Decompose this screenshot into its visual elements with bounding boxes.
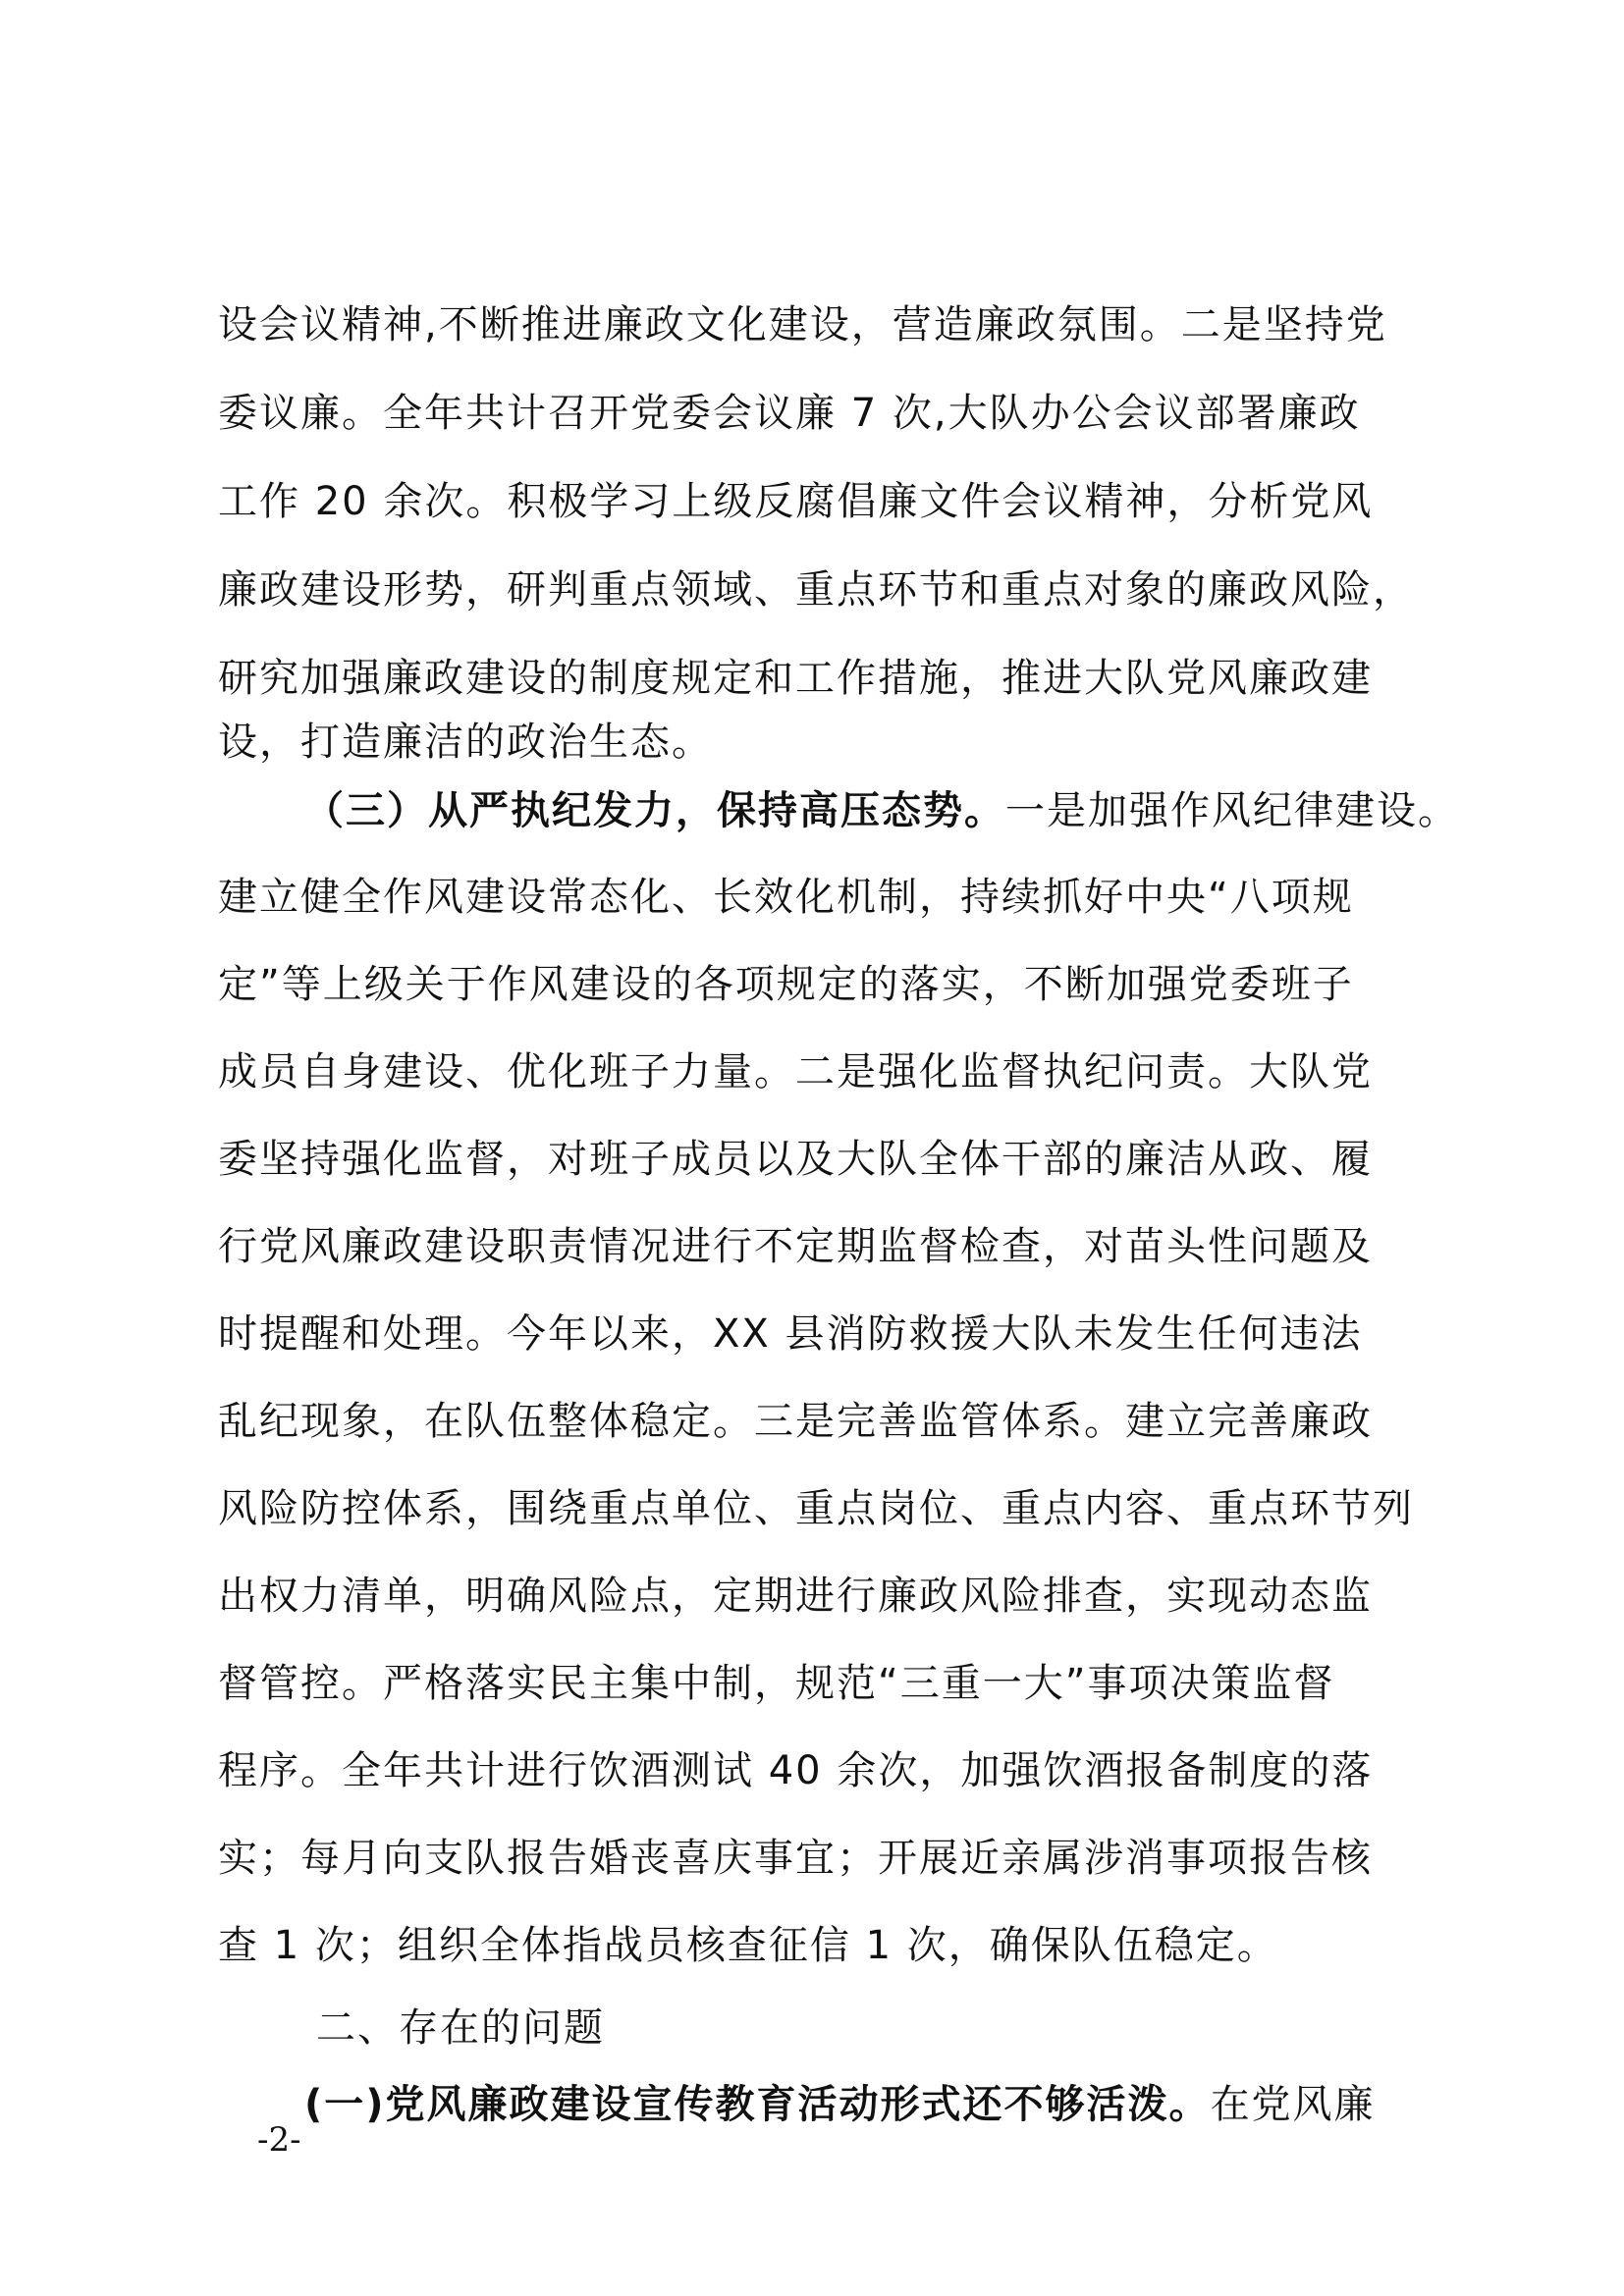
subsection-one-line (304, 2079, 1376, 2130)
subsection-one-heading: (一)党风廉政建设宣传教育活动形式还不够活泼。 (304, 2082, 1211, 2127)
paragraph-line: 程序。全年共计进行饮酒测试 40 余次，加强饮酒报备制度的落 (218, 1748, 1374, 1793)
paragraph-line: 设，打造廉洁的政治生态。 (218, 720, 713, 765)
paragraph-line: 委坚持强化监督，对班子成员以及大队全体干部的廉洁从政、履 (218, 1137, 1373, 1182)
paragraph-line: 委议廉。全年共计召开党委会议廉 7 次,大队办公会议部署廉政 (218, 391, 1361, 436)
paragraph-line: 查 1 次；组织全体指战员核查征信 1 次，确保队伍稳定。 (218, 1923, 1278, 1968)
subsection-one-rest: 在党风廉 (1210, 2082, 1376, 2127)
paragraph-line: 成员自身建设、优化班子力量。二是强化监督执纪问责。大队党 (218, 1049, 1373, 1095)
paragraph-line: 出权力清单，明确风险点，定期进行廉政风险排查，实现动态监 (218, 1574, 1373, 1619)
paragraph-line: 实；每月向支队报告婚丧喜庆事宜；开展近亲属涉消事项报告核 (218, 1836, 1373, 1881)
paragraph-line: 乱纪现象，在队伍整体稳定。三是完善监管体系。建立完善廉政 (218, 1399, 1373, 1444)
paragraph-line: 建立健全作风建设常态化、长效化机制，持续抓好中央“八项规 (218, 875, 1354, 920)
paragraph-line: 定”等上级关于作风建设的各项规定的落实，不断加强党委班子 (218, 962, 1354, 1007)
paragraph-line: 研究加强廉政建设的制度规定和工作措施，推进大队党风廉政建 (218, 656, 1373, 701)
paragraph-line: 廉政建设形势，研判重点领域、重点环节和重点对象的廉政风险， (218, 567, 1414, 613)
section-three-first-line-rest: 一是加强作风纪律建设。 (1005, 788, 1459, 833)
paragraph-line: 督管控。严格落实民主集中制，规范“三重一大”事项决策监督 (218, 1661, 1335, 1706)
paragraph-line: 工作 20 余次。积极学习上级反腐倡廉文件会议精神，分析党风 (218, 479, 1374, 524)
section-three-first-line (304, 785, 1459, 836)
page-number: -2- (257, 2120, 301, 2160)
paragraph-line: 时提醒和处理。今年以来，XX 县消防救援大队未发生任何违法 (218, 1311, 1363, 1357)
section-two-title: 二、存在的问题 (316, 2005, 605, 2051)
section-three-heading: （三）从严执纪发力，保持高压态势。 (304, 788, 1005, 833)
paragraph-line: 风险防控体系，围绕重点单位、重点岗位、重点内容、重点环节列 (218, 1486, 1414, 1531)
paragraph-line: 行党风廉政建设职责情况进行不定期监督检查，对苗头性问题及 (218, 1224, 1373, 1269)
paragraph-line: 设会议精神,不断推进廉政文化建设，营造廉政氛围。二是坚持党 (218, 302, 1387, 347)
